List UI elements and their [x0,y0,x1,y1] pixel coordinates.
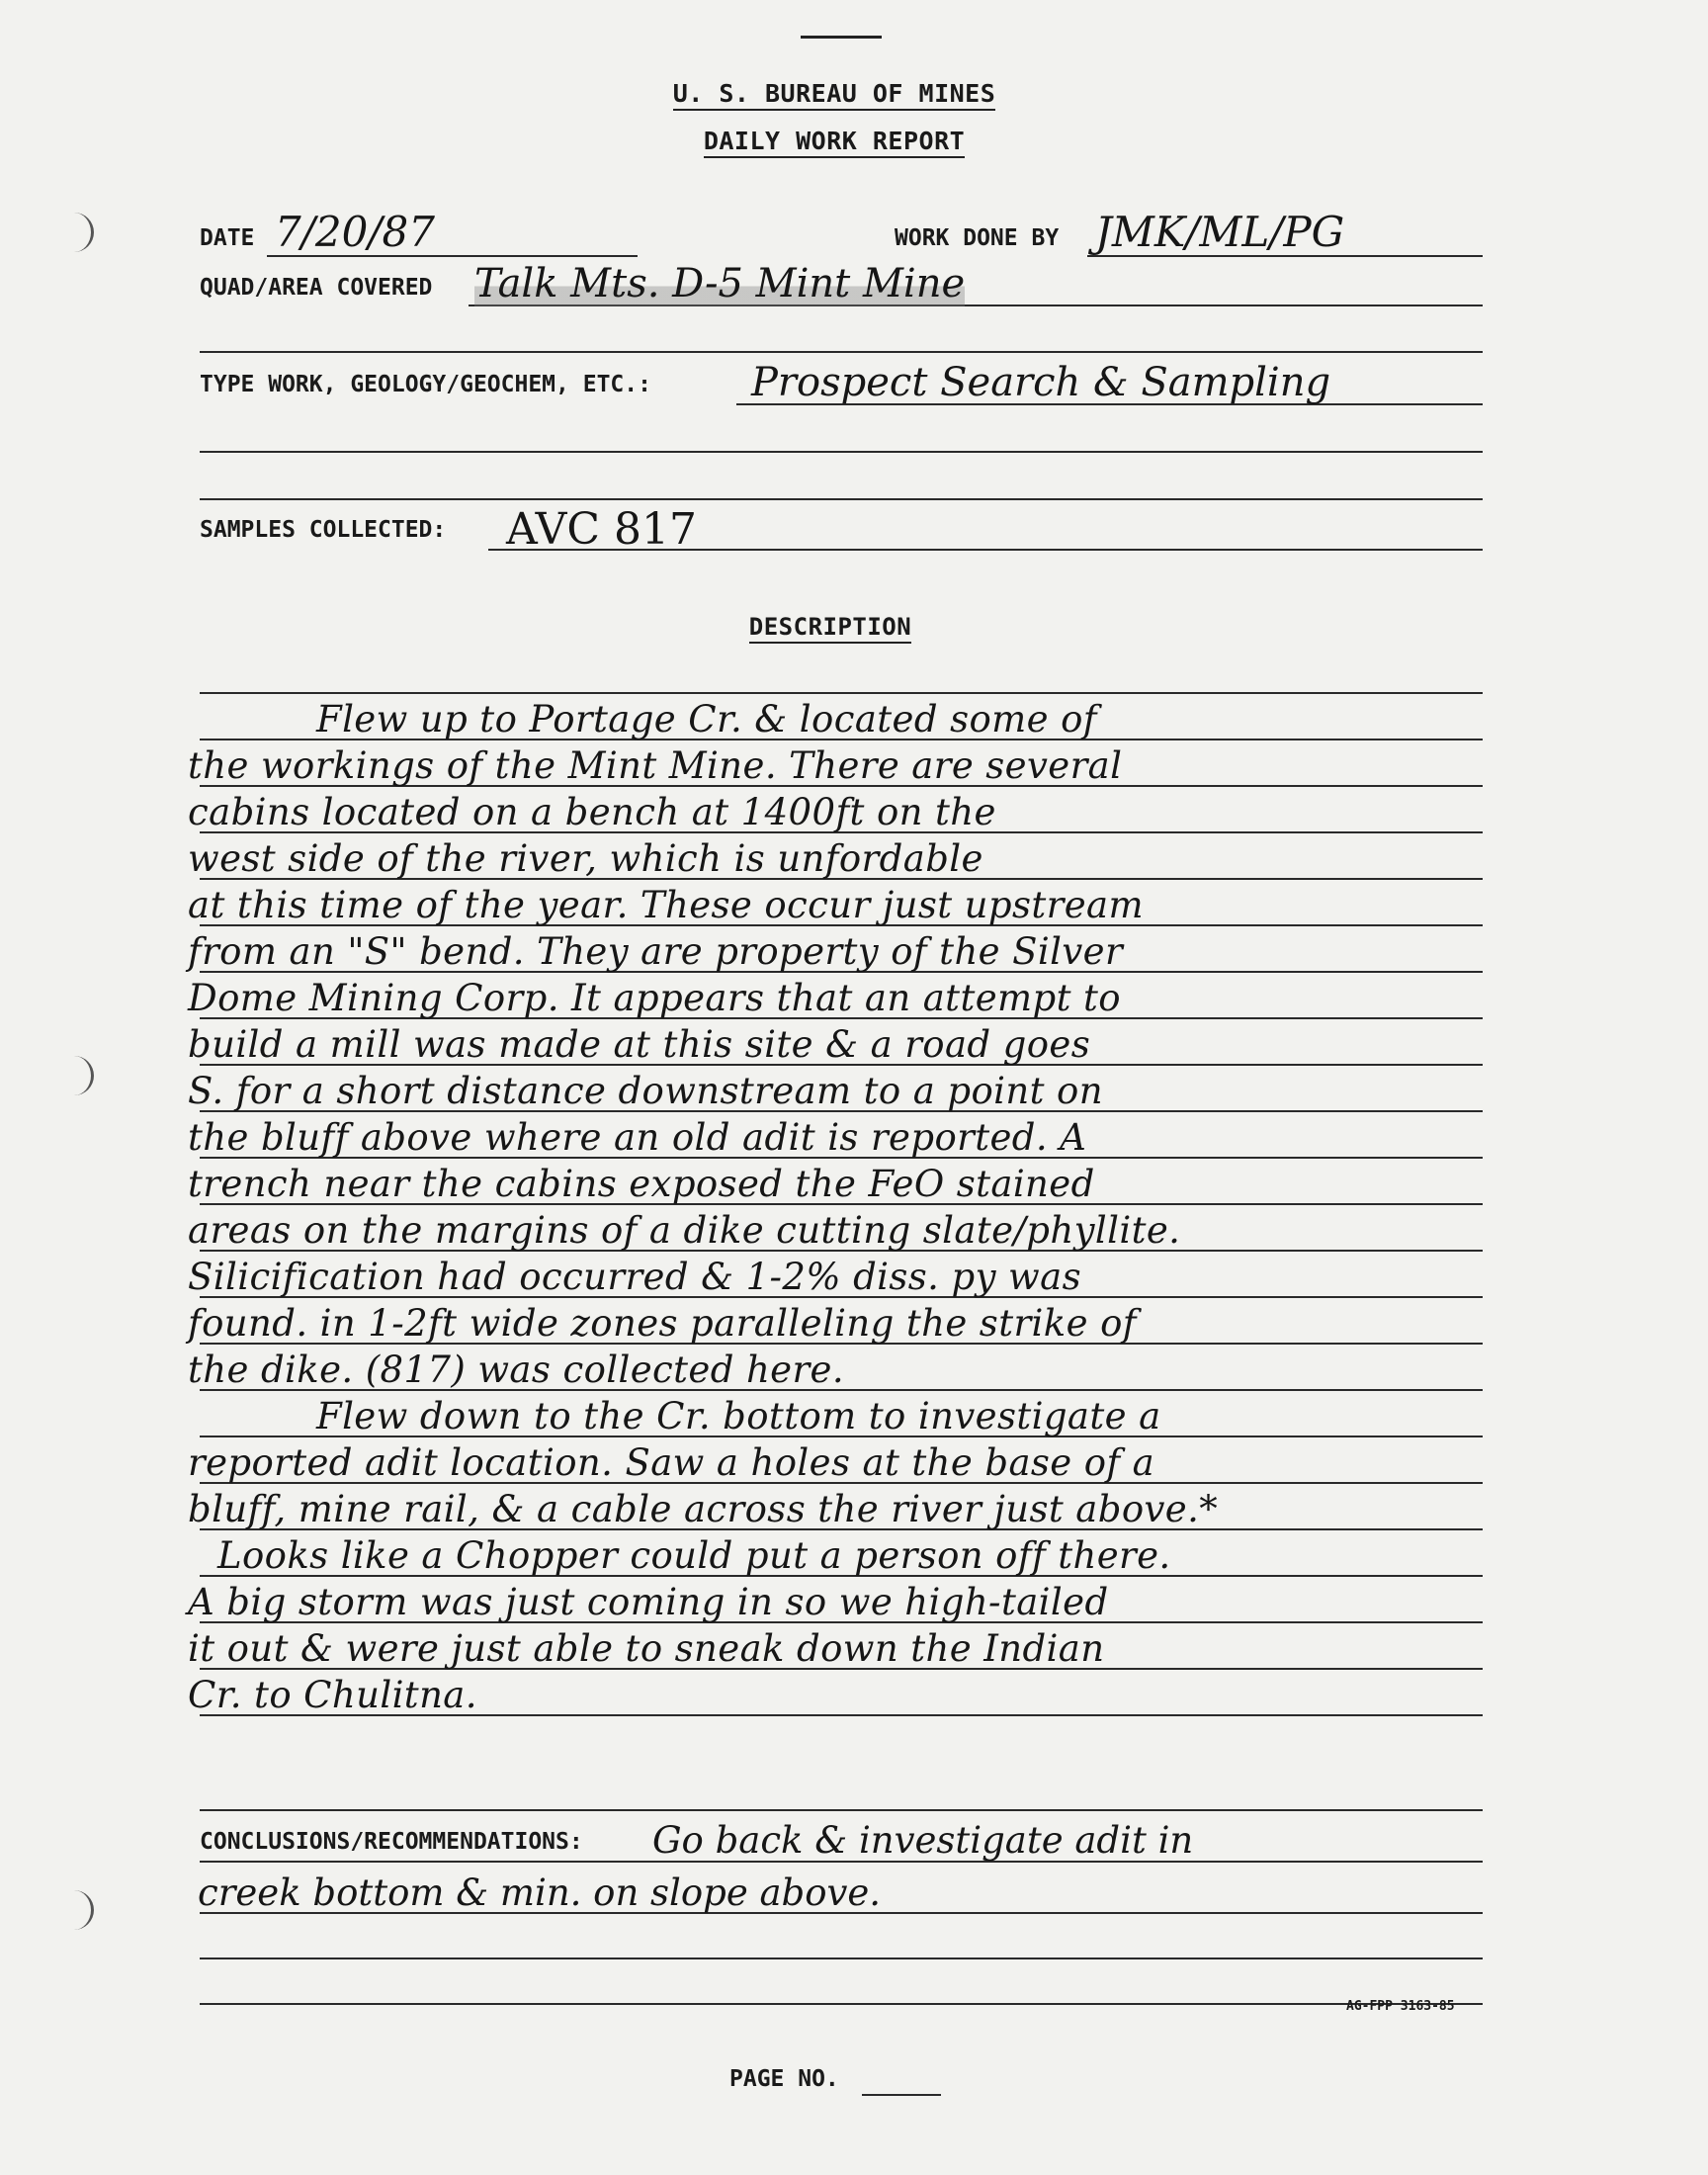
description-line-text: cabins located on a bench at 1400ft on the [188,791,996,833]
blank-line [200,498,1483,500]
samples-label: SAMPLES COLLECTED: [200,517,447,543]
description-line-text: trench near the cabins exposed the FeO stained [188,1163,1095,1205]
description-line-text: A big storm was just coming in so we high-tailed [188,1581,1109,1623]
conclusions-label: CONCLUSIONS/RECOMMENDATIONS: [200,1829,583,1855]
work-done-by-label: WORK DONE BY [895,225,1060,251]
date-value: 7/20/87 [275,208,435,256]
description-line-text: bluff, mine rail, & a cable across the river just above.* [188,1488,1219,1530]
description-line-text: the bluff above where an old adit is reported. A [188,1116,1087,1159]
description-line-text: Cr. to Chulitna. [188,1674,477,1716]
agency-title: U. S. BUREAU OF MINES [0,79,1668,108]
form-code: AG-FPP 3163-85 [1346,1999,1455,2014]
blank-line [200,351,1483,353]
blank-line [200,2003,1483,2005]
description-line-text: areas on the margins of a dike cutting slate/phyllite. [188,1209,1181,1252]
blank-line [200,1809,1483,1811]
page-number-line [862,2094,941,2096]
blank-line [200,451,1483,453]
conclusions-text-1: Go back & investigate adit in [652,1819,1194,1862]
quad-area-value: Talk Mts. D-5 Mint Mine [474,261,966,306]
description-line-text: the workings of the Mint Mine. There are several [188,744,1123,787]
punch-hole-mark [63,1890,94,1930]
description-line-text: found. in 1-2ft wide zones paralleling the strike of [188,1302,1137,1345]
description-line-text: west side of the river, which is unfordable [188,837,983,880]
work-done-by-value: JMK/ML/PG [1095,208,1345,256]
description-line-text: Flew up to Portage Cr. & located some of [316,698,1097,740]
description-line-text: reported adit location. Saw a holes at the base of a [188,1441,1155,1484]
description-line-text: the dike. (817) was collected here. [188,1348,845,1391]
description-line-text: Silicification had occurred & 1-2% diss. py was [188,1256,1081,1298]
punch-hole-mark [63,1056,94,1095]
top-mark [801,36,882,39]
samples-value: AVC 817 [506,504,697,555]
description-line-text: Dome Mining Corp. It appears that an attempt to [188,977,1121,1019]
punch-hole-mark [63,213,94,252]
type-work-label: TYPE WORK, GEOLOGY/GEOCHEM, ETC.: [200,372,651,397]
description-line-text: Looks like a Chopper could put a person off there. [217,1534,1171,1577]
description-line-text: from an "S" bend. They are property of the Silver [188,930,1124,973]
description-line-text: build a mill was made at this site & a road goes [188,1023,1091,1066]
date-label: DATE [200,225,255,251]
blank-line [200,1958,1483,1959]
description-line-text: S. for a short distance downstream to a point on [188,1070,1103,1112]
report-title: DAILY WORK REPORT [0,127,1668,155]
description-line-text: Flew down to the Cr. bottom to investigate a [316,1395,1161,1437]
type-work-value: Prospect Search & Sampling [751,360,1331,405]
page-number-label: PAGE NO. [729,2066,839,2092]
conclusions-text-2: creek bottom & min. on slope above. [198,1871,882,1914]
quad-area-label: QUAD/AREA COVERED [200,275,433,301]
description-heading: DESCRIPTION [0,613,1661,641]
description-line-text: at this time of the year. These occur just upstream [188,884,1144,926]
description-line-text: it out & were just able to sneak down the Indian [188,1627,1105,1670]
